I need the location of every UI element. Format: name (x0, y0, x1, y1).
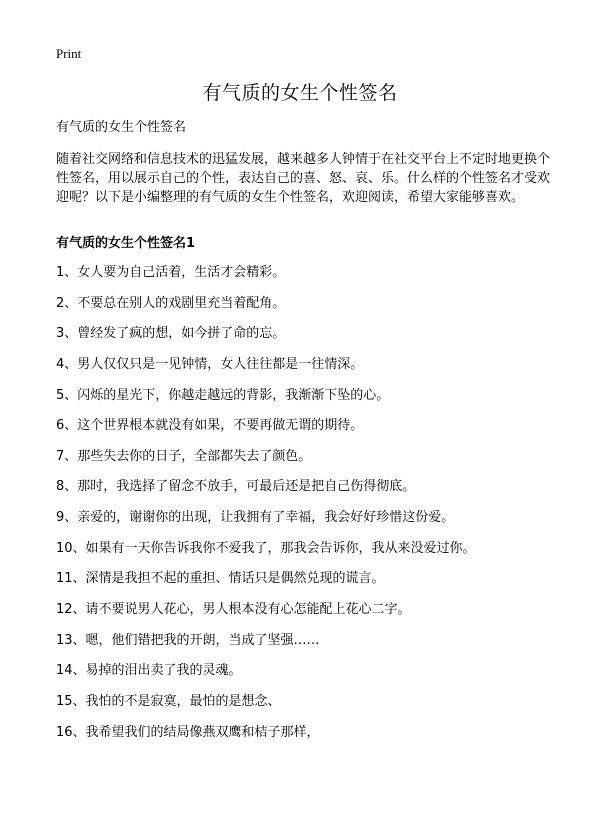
page-title: 有气质的女生个性签名 (202, 82, 398, 104)
list-item: 13、嗯，他们错把我的开朗，当成了坚强…… (56, 632, 320, 648)
article-subtitle: 有气质的女生个性签名 (56, 120, 187, 135)
list-item: 12、请不要说男人花心，男人根本没有心怎能配上花心二字。 (56, 602, 411, 618)
list-item: 3、曾经发了疯的想，如今拼了命的忘。 (56, 326, 286, 342)
signature-list (56, 264, 556, 754)
list-item: 2、不要总在别人的戏剧里充当着配角。 (56, 295, 286, 311)
list-item: 14、易掉的泪出卖了我的灵魂。 (56, 663, 242, 679)
list-item: 7、那些失去你的日子，全部都失去了颜色。 (56, 448, 312, 464)
list-item: 4、男人仅仅只是一见钟情，女人往往都是一往情深。 (56, 356, 364, 372)
list-item: 5、闪烁的星光下，你越走越远的背影，我渐渐下坠的心。 (56, 387, 390, 403)
list-item: 1、女人要为自己活着，生活才会精彩。 (56, 265, 286, 280)
section-heading: 有气质的女生个性签名1 (56, 236, 196, 251)
list-item: 8、那时，我选择了留念不放手，可最后还是把自己伤得彻底。 (56, 479, 416, 495)
list-item: 16、我希望我们的结局像燕双鹰和桔子那样， (56, 724, 320, 740)
list-item: 11、深情是我担不起的重担、情话只是偶然兑现的谎言。 (56, 571, 385, 587)
list-item: 15、我怕的不是寂寞，最怕的是想念、 (56, 693, 281, 709)
list-item: 10、如果有一天你告诉我你不爱我了，那我会告诉你，我从来没爱过你。 (56, 540, 476, 556)
list-item: 9、亲爱的，谢谢你的出现，让我拥有了幸福，我会好好珍惜这份爱。 (56, 510, 455, 526)
list-item: 6、这个世界根本就没有如果，不要再做无谓的期待。 (56, 418, 364, 434)
intro-paragraph: 随着社交网络和信息技术的迅猛发展，越来越多人钟情于在社交平台上不定时地更换个性签名，用以展示自己的个性，表达自己的喜、怒、哀、乐。什么样的个性签名才受欢迎呢？以下是小编整理的有气质的女生个性签名，欢迎阅读，希望大家能够喜欢。 (56, 152, 551, 205)
print-link[interactable]: Print (56, 46, 82, 61)
